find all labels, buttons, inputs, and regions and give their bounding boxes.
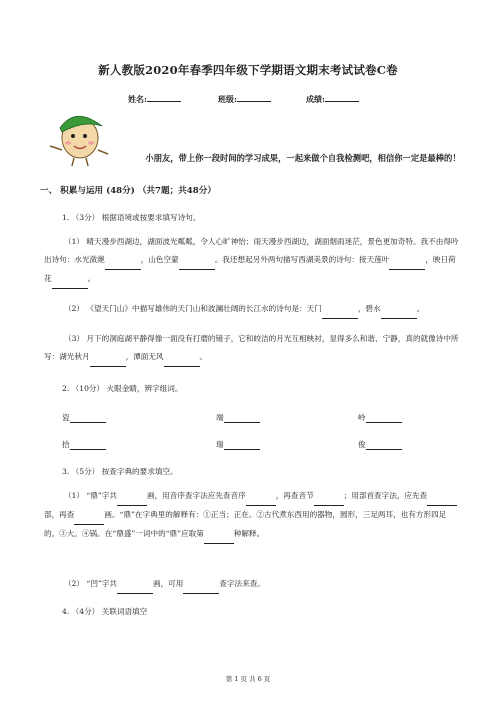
char: 拾: [62, 440, 70, 449]
char-cell: [358, 439, 402, 450]
answer-blank[interactable]: [179, 251, 215, 270]
class-blank[interactable]: [237, 93, 271, 102]
answer-blank[interactable]: [74, 506, 104, 525]
q3-p1-text-c: ，再查音节: [275, 491, 314, 500]
char-cell: [216, 412, 260, 423]
class-label: 班级:: [218, 94, 237, 104]
answer-blank[interactable]: [246, 487, 276, 506]
q1-p2-text-b: ，碧水: [357, 304, 381, 313]
answer-blank[interactable]: [322, 300, 358, 319]
q1-p3-text-a: （3） 月下的洞庭湖平静得像一面没有打磨的镜子，它和皎洁的月光互相映衬，显得多么和谐、宁静，真的就像诗中所写：湖光秋月: [44, 334, 459, 361]
char: 瓷: [62, 413, 70, 422]
char-cell: [62, 412, 106, 423]
answer-blank[interactable]: [117, 487, 147, 506]
answer-blank[interactable]: [381, 300, 417, 319]
question-3-heading: 3. （5分） 按查字典的要求填空。: [62, 467, 178, 476]
q1-p3-text-b: ，潭面无风: [125, 352, 164, 361]
question-4-heading: 4. （4分） 关联词语填空: [62, 607, 148, 616]
question-1-part-1: [44, 233, 460, 289]
q1-p2-text-c: 。: [416, 304, 425, 313]
section-heading: 一、 积累与运用 (48分) （共7题；共48分）: [40, 186, 216, 196]
q1-p2-text-a: （2） 《望天门山》中描写雄伟的天门山和波澜壮阔的长江水的诗句是：天门: [64, 304, 322, 313]
answer-blank[interactable]: [224, 413, 260, 423]
q1-p1-text-e: 。: [87, 274, 96, 283]
question-1-part-3: [44, 330, 460, 367]
char: 岭: [358, 413, 366, 422]
answer-blank[interactable]: [366, 413, 402, 423]
char-cell: [216, 439, 260, 450]
answer-blank[interactable]: [314, 487, 344, 506]
question-2-heading: 2. （10分） 火眼金睛，辨字组词。: [62, 384, 183, 393]
score-blank[interactable]: [325, 93, 359, 102]
answer-blank[interactable]: [70, 413, 106, 423]
answer-blank[interactable]: [105, 251, 141, 270]
char: 俊: [358, 440, 366, 449]
q1-p1-text-a: （1） 晴天漫步西湖边，湖面波光粼粼，令人心旷神怡；雨天漫步西湖边，湖面烟雨迷茫，景色更加奇特。我不由得吟出诗句：水光潋滟: [44, 237, 459, 264]
question-3-part-1: [44, 487, 460, 544]
greeting-text: 小朋友，带上你一段时间的学习成果，一起来做个自我检测吧，相信你一定是最棒的！: [145, 153, 461, 163]
q1-p3-text-c: 。: [199, 352, 208, 361]
char-cell: [62, 439, 106, 450]
answer-blank[interactable]: [52, 270, 88, 289]
page-footer: 第 1 页 共 6 页: [225, 675, 271, 683]
answer-blank[interactable]: [389, 251, 425, 270]
char-cell: [358, 412, 402, 423]
answer-blank[interactable]: [224, 440, 260, 450]
class-field[interactable]: [218, 93, 271, 105]
q3-p1-text-e: 部，再查: [44, 510, 75, 519]
answer-blank[interactable]: [204, 525, 234, 544]
score-label: 成绩:: [306, 94, 325, 104]
q3-p1-text-a: （1） “鼎”字共: [64, 491, 117, 500]
q3-p1-text-f: 画。“鼎”在字典里的解释有：①正当；正在。②古代煮东西用的器物，圆形，三足两耳，也有方形四足的。③大。④锅。在“鼎盛”一词中的“鼎”应取第: [44, 510, 447, 538]
q1-p1-text-b: ，山色空蒙: [140, 255, 179, 264]
q3-p1-text-b: 画，用音序查字法应先查音序: [146, 491, 246, 500]
question-1-heading: 1. （3分） 根据语境或按要求填写诗句。: [62, 213, 201, 222]
name-field[interactable]: [128, 93, 181, 105]
q3-p2-text-a: （2） “凹”字共: [64, 579, 117, 588]
char: 端: [216, 413, 224, 422]
answer-blank[interactable]: [183, 575, 219, 594]
name-label: 姓名:: [128, 94, 147, 104]
answer-blank[interactable]: [90, 348, 126, 367]
char: 瑞: [216, 440, 224, 449]
answer-blank[interactable]: [164, 348, 200, 367]
q3-p2-text-c: 查字法来查。: [219, 579, 265, 588]
q1-p1-text-c: 。我还想起另外两句描写西湖美景的诗句：接天莲叶: [214, 255, 390, 264]
answer-blank[interactable]: [427, 487, 457, 506]
question-1-part-2: [44, 300, 460, 319]
q3-p1-text-g: 种解释。: [233, 529, 265, 538]
answer-blank[interactable]: [117, 575, 153, 594]
q1-p1-text-d: ，映日荷花: [44, 255, 456, 283]
question-3-part-2: [44, 575, 460, 594]
answer-blank[interactable]: [70, 440, 106, 450]
document-title: 新人教版2020年春季四年级下学期语文期末考试试卷C卷: [98, 63, 398, 77]
q3-p1-text-d: ；用部首查字法，应先查: [343, 491, 428, 500]
name-blank[interactable]: [147, 93, 181, 102]
answer-blank[interactable]: [366, 440, 402, 450]
score-field[interactable]: [306, 93, 359, 105]
q3-p2-text-b: 画，可用: [152, 579, 184, 588]
